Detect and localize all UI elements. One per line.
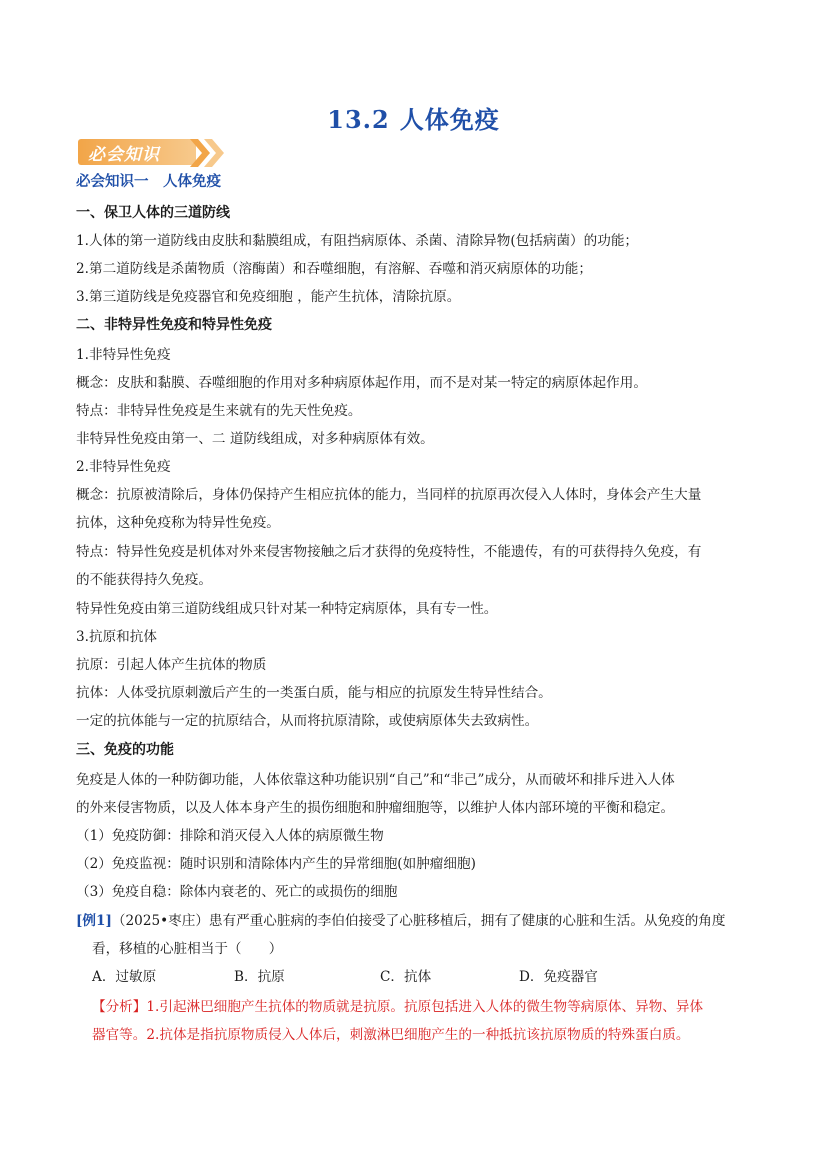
analysis-line-1: 【分析】1.引起淋巴细胞产生抗体的物质就是抗原。抗原包括进入人体的微生物等病原体、异物、异体 (92, 999, 704, 1015)
part3-line: 的外来侵害物质，以及人体本身产生的损伤细胞和肿瘤细胞等，以维护人体内部环境的平衡和稳定。 (76, 800, 675, 816)
option-d: D．免疫器官 (519, 969, 598, 985)
part3-line: （3）免疫自稳：除体内衰老的、死亡的或损伤的细胞 (76, 884, 398, 900)
title-number: 13.2 (327, 105, 390, 134)
example-text-2: 看，移植的心脏相当于（ ） (92, 941, 283, 957)
section-banner (78, 137, 228, 169)
banner-label: 必会知识 (88, 145, 160, 165)
part3-line: （1）免疫防御：排除和消灭侵入人体的病原微生物 (76, 828, 384, 844)
part1-heading: 一、保卫人体的三道防线 (76, 205, 230, 221)
part2-line: 2.非特异性免疫 (76, 459, 171, 475)
part2-line: 概念：抗原被清除后，身体仍保持产生相应抗体的能力，当同样的抗原再次侵入人体时，身体会产生大量 (76, 487, 702, 503)
part3-line: 免疫是人体的一种防御功能，人体依靠这种功能识别“自己”和“非己”成分，从而破坏和排斥进入人体 (76, 772, 675, 788)
part2-line: 特异性免疫由第三道防线组成只针对某一种特定病原体，具有专一性。 (76, 601, 498, 617)
part3-heading: 三、免疫的功能 (76, 742, 174, 758)
part2-line: 抗体，这种免疫称为特异性免疫。 (76, 515, 280, 531)
option-b: B．抗原 (234, 969, 285, 985)
part2-line: 特点：非特异性免疫是生来就有的先天性免疫。 (76, 403, 362, 419)
double-chevron-icon (190, 137, 230, 169)
example-label: [例1] (76, 913, 112, 929)
part2-line: 概念：皮肤和黏膜、吞噬细胞的作用对多种病原体起作用，而不是对某一特定的病原体起作用。 (76, 375, 647, 391)
part2-line: 非特异性免疫由第一、二 道防线组成，对多种病原体有效。 (76, 431, 434, 447)
part2-line: 抗原：引起人体产生抗体的物质 (76, 657, 267, 673)
part2-line: 1.非特异性免疫 (76, 347, 171, 363)
part3-line: （2）免疫监视：随时识别和清除体内产生的异常细胞(如肿瘤细胞) (76, 856, 476, 872)
example-text-1: （2025•枣庄）患有严重心脏病的李伯伯接受了心脏移植后，拥有了健康的心脏和生活。从免疫的角度 (111, 913, 726, 929)
part2-line: 的不能获得持久免疫。 (76, 572, 212, 588)
part2-line: 一定的抗体能与一定的抗原结合，从而将抗原清除，或使病原体失去致病性。 (76, 713, 539, 729)
title-text: 人体免疫 (399, 105, 500, 134)
part1-item: 1.人体的第一道防线由皮肤和黏膜组成，有阻挡病原体、杀菌、清除异物(包括病菌）的功能； (76, 233, 639, 249)
part1-item: 2.第二道防线是杀菌物质（溶酶菌）和吞噬细胞，有溶解、吞噬和消灭病原体的功能； (76, 261, 592, 277)
part1-item: 3.第三道防线是免疫器官和免疫细胞 ，能产生抗体，清除抗原。 (76, 289, 461, 305)
analysis-line-2: 器官等。2.抗体是指抗原物质侵入人体后，刺激淋巴细胞产生的一种抵抗该抗原物质的特殊蛋白质。 (92, 1027, 690, 1043)
option-c: C．抗体 (380, 969, 432, 985)
part2-line: 抗体：人体受抗原刺激后产生的一类蛋白质，能与相应的抗原发生特异性结合。 (76, 685, 552, 701)
page-title (0, 100, 827, 135)
part2-heading: 二、非特异性免疫和特异性免疫 (76, 317, 272, 333)
example-question (76, 911, 725, 931)
option-a: A．过敏原 (92, 969, 157, 985)
part2-line: 3.抗原和抗体 (76, 629, 157, 645)
part2-line: 特点：特异性免疫是机体对外来侵害物接触之后才获得的免疫特性，不能遗传，有的可获得持久免疫，有 (76, 544, 702, 560)
section-heading-1: 必会知识一 人体免疫 (76, 173, 221, 190)
